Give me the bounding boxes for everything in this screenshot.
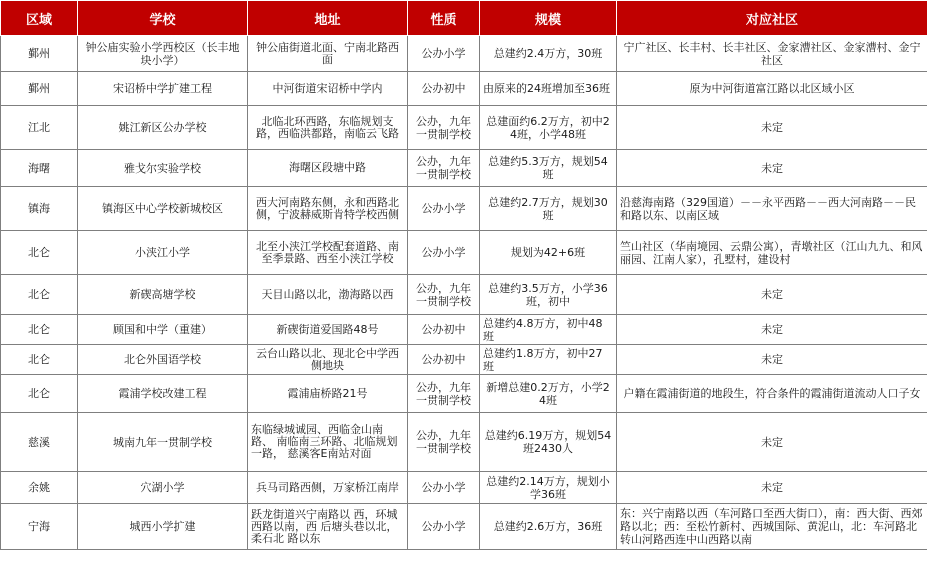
cell-type: 公办，九年一贯制学校 [408,375,480,413]
header-area: 区域 [1,1,78,36]
cell-area: 北仑 [1,315,78,345]
cell-scale: 总建约6.19万方，规划54班2430人 [480,413,617,472]
table-row [1,315,927,345]
cell-community: 东：兴宁南路以西（车河路口至西大街口），南：西大街、西郊路以北；西：至松竹新村、西城国际、黄泥山，北：车河路北转山河路西连中山西路以南 [617,504,927,550]
cell-scale: 总建约2.7万方，规划30班 [480,187,617,231]
cell-type: 公办，九年一贯制学校 [408,150,480,187]
header-community: 对应社区 [617,1,927,36]
header-school: 学校 [78,1,248,36]
cell-type: 公办，九年一贯制学校 [408,275,480,315]
cell-scale: 总建约2.6万方，36班 [480,504,617,550]
table-row [1,187,927,231]
cell-area: 北仑 [1,345,78,375]
cell-community: 竺山社区（华南境园、云鼎公寓），青墩社区（江山九九、和风丽园、江南人家），孔墅村，建设村 [617,231,927,275]
cell-community: 沿慈海南路（329国道）－－永平西路－－西大河南路－－民和路以东、以南区域 [617,187,927,231]
cell-area: 北仑 [1,375,78,413]
cell-school: 穴湖小学 [78,472,248,504]
cell-school: 新碶高塘学校 [78,275,248,315]
cell-community: 未定 [617,413,927,472]
table-row [1,72,927,106]
cell-community: 宁广社区、长丰村、长丰社区、金家漕社区、金家漕村、金宁社区 [617,36,927,72]
cell-area: 慈溪 [1,413,78,472]
table-row [1,345,927,375]
cell-address: 北临北环西路，东临规划支路，西临洪都路，南临云飞路 [248,106,408,150]
cell-school: 小浃江小学 [78,231,248,275]
cell-community: 未定 [617,315,927,345]
cell-address: 霞浦庙桥路21号 [248,375,408,413]
table-row [1,504,927,550]
cell-address: 东临绿城诚园、西临金山南路、 南临南三环路、北临规划一路， 慈溪客E南站对面 [248,413,408,472]
cell-address: 中河街道宋诏桥中学内 [248,72,408,106]
cell-type: 公办初中 [408,72,480,106]
cell-school: 镇海区中心学校新城校区 [78,187,248,231]
cell-area: 北仑 [1,275,78,315]
cell-community: 户籍在霞浦街道的地段生，符合条件的霞浦街道流动人口子女 [617,375,927,413]
cell-school: 钟公庙实验小学西校区（长丰地块小学） [78,36,248,72]
cell-type: 公办小学 [408,472,480,504]
cell-address: 海曙区段塘中路 [248,150,408,187]
table-row [1,150,927,187]
cell-area: 鄞州 [1,36,78,72]
cell-community: 原为中河街道富江路以北区域小区 [617,72,927,106]
cell-school: 姚江新区公办学校 [78,106,248,150]
table-row [1,106,927,150]
cell-scale: 总建约2.4万方，30班 [480,36,617,72]
header-scale: 规模 [480,1,617,36]
cell-school: 城南九年一贯制学校 [78,413,248,472]
cell-area: 海曙 [1,150,78,187]
cell-scale: 总建约5.3万方，规划54班 [480,150,617,187]
cell-scale: 由原来的24班增加至36班 [480,72,617,106]
cell-community: 未定 [617,106,927,150]
cell-area: 余姚 [1,472,78,504]
header-row [1,1,927,36]
cell-scale: 总建面约6.2万方，初中24班，小学48班 [480,106,617,150]
table-row [1,472,927,504]
cell-area: 江北 [1,106,78,150]
cell-community: 未定 [617,275,927,315]
cell-address: 兵马司路西侧，万家桥江南岸 [248,472,408,504]
table-row [1,275,927,315]
cell-address: 云台山路以北、现北仑中学西侧地块 [248,345,408,375]
cell-scale: 总建约3.5万方，小学36班，初中 [480,275,617,315]
cell-school: 霞浦学校改建工程 [78,375,248,413]
cell-scale: 总建约1.8万方，初中27班 [480,345,617,375]
cell-community: 未定 [617,345,927,375]
cell-school: 顾国和中学（重建） [78,315,248,345]
cell-address: 北至小浃江学校配套道路、南至季景路、西至小浃江学校 [248,231,408,275]
cell-area: 北仑 [1,231,78,275]
table-row [1,231,927,275]
cell-area: 宁海 [1,504,78,550]
cell-type: 公办，九年一贯制学校 [408,106,480,150]
cell-scale: 总建约2.14万方，规划小学36班 [480,472,617,504]
cell-community: 未定 [617,472,927,504]
table-row [1,375,927,413]
cell-type: 公办小学 [408,504,480,550]
header-address: 地址 [248,1,408,36]
cell-type: 公办小学 [408,187,480,231]
cell-scale: 总建约4.8万方，初中48班 [480,315,617,345]
cell-type: 公办初中 [408,315,480,345]
cell-scale: 新增总建0.2万方，小学24班 [480,375,617,413]
cell-school: 北仑外国语学校 [78,345,248,375]
cell-area: 镇海 [1,187,78,231]
cell-address: 天目山路以北，渤海路以西 [248,275,408,315]
cell-address: 西大河南路东侧，永和西路北 侧，宁波赫威斯肯特学校西侧 [248,187,408,231]
cell-type: 公办小学 [408,231,480,275]
cell-community: 未定 [617,150,927,187]
cell-area: 鄞州 [1,72,78,106]
header-type: 性质 [408,1,480,36]
cell-type: 公办初中 [408,345,480,375]
table-row [1,36,927,72]
cell-type: 公办小学 [408,36,480,72]
table-row [1,413,927,472]
cell-scale: 规划为42+6班 [480,231,617,275]
cell-address: 钟公庙街道北面、宁南北路西面 [248,36,408,72]
cell-address: 新碶街道爱国路48号 [248,315,408,345]
cell-school: 宋诏桥中学扩建工程 [78,72,248,106]
cell-school: 城西小学扩建 [78,504,248,550]
cell-address: 跃龙街道兴宁南路以 西，环城西路以南，西 后塘头巷以北，柔石北 路以东 [248,504,408,550]
cell-type: 公办，九年一贯制学校 [408,413,480,472]
cell-school: 雅戈尔实验学校 [78,150,248,187]
